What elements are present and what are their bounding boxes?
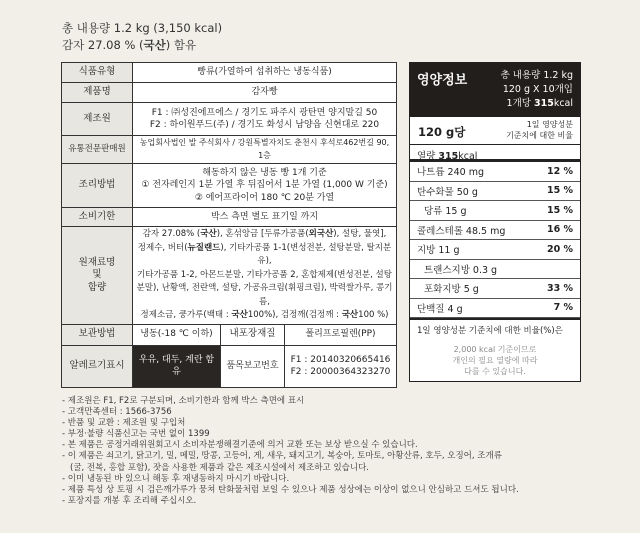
total-content-line: 총 내용량 1.2 kg (3,150 kcal) [62, 21, 223, 35]
nutrient-percent: 33 % [546, 282, 573, 294]
nutrition-header [410, 63, 580, 117]
nutrition-title: 영양정보 [417, 73, 468, 88]
nutrient-row [410, 221, 580, 241]
nutrition-facts-panel [409, 62, 581, 382]
calories-row: 열량 315kcal [410, 145, 580, 162]
product-name-label: 제품명 [62, 83, 133, 103]
cooking-value: 해동하지 않은 냉동 빵 1개 기준 ① 전자레인지 1분 가열 후 뒤집어서 1분 가열 (1,000 W 기준) ② 에어프라이어 180 ℃ 20분 가열 [133, 164, 397, 208]
nutrient-row [410, 279, 580, 299]
nutrient-name: 나트륨 240 mg [417, 167, 484, 179]
nutrient-name: 단백질 4 g [417, 303, 463, 315]
notice-item: - 제조원은 F1, F2로 구분되며, 소비기한과 함께 박스 측면에 표시 [62, 396, 305, 406]
storage-label: 보관방법 [62, 324, 133, 345]
notice-item: - 이미 냉동된 바 있으니 해동 후 재냉동하지 마시기 바랍니다. [62, 473, 290, 484]
manufacturer-value: F1 : ㈜성진에프에스 / 경기도 파주시 광탄면 양지말길 50 F2 : 하이원푸드(주) / 경기도 화성시 남양읍 신현대로 220 [133, 103, 397, 136]
notices-list [62, 396, 519, 507]
header [62, 20, 222, 54]
expiry-value: 박스 측면 별도 표기일 까지 [133, 208, 397, 227]
nutrition-meta: 총 내용량 1.2 kg 120 g X 10개입 1개당 315kcal [500, 70, 573, 109]
notice-item: - 이 제품은 쇠고기, 닭고기, 밀, 메밀, 땅콩, 고등어, 게, 새우, 돼지고기, 복숭아, 토마토, 아황산류, 호두, 오징어, 조개류 [62, 451, 502, 462]
notice-item: - 본 제품은 공정거래위원회고시 소비자분쟁해결기준에 의거 교환 또는 보상 받으실 수 있습니다. [62, 440, 418, 451]
food-type-value: 빵류(가열하여 섭취하는 냉동식품) [133, 63, 397, 83]
nutrient-percent: 12 % [546, 165, 573, 177]
daily-ratio-label: 1일 영양성분 기준치에 대한 비율 [506, 120, 573, 140]
distributor-value: 농업회사법인 발 주식회사 / 강원특별자치도 춘천시 후석로462번길 90, 1층 [133, 136, 397, 164]
report-number-label: 품목보고번호 [221, 345, 285, 387]
serving-amount-row [410, 117, 580, 145]
allergy-label: 알레르기표시 [62, 345, 133, 387]
ingredients-value: 감자 27.08% (국산), 혼섞앙금 [두류가공품(외국산), 설탕, 물엿], 정제수, 버터(뉴질랜드), 기타가공품 1-1(변성전분, 설탕분말, 탈지분유), 기타가공품 1-2, 아몬드분말, 기타가공품 2, 혼합제제(변성전분, 설탕 분말), 난황액, 전란액, 설탕, 가공유크림(휘핑크림), 박력쌀가루, 콩기름, 정제소금, 쿵가루(백태 : 국산100%), 검정깨(검정깨 : 국산100 %) [133, 227, 397, 325]
nutrition-footer: 1일 영양성분 기준치에 대한 비율(%)은 2,000 kcal 기준이므로 개인의 필요 열량에 따라 다를 수 있습니다. [410, 318, 580, 381]
nutrient-name: 지방 11 g [417, 245, 460, 257]
nutrient-row [410, 182, 580, 202]
notice-item: - 반품 및 교환 : 제조원 및 구입처 [62, 418, 186, 429]
nutrient-row [410, 201, 580, 221]
nutrient-name: 트랜스지방 0.3 g [424, 264, 498, 276]
notice-item: - 고객만족센터 : 1566-3756 [62, 407, 172, 418]
inner-packaging-value: 폴리프로필렌(PP) [285, 324, 397, 345]
ingredients-label: 원재료명 및 함량 [62, 227, 133, 325]
allergy-value: 우유, 대두, 계란 함유 [133, 345, 221, 387]
serving-amount: 120 g당 [418, 125, 466, 139]
potato-content-line: 감자 27.08 % (국산) 함유 [62, 38, 197, 52]
nutrient-percent: 16 % [546, 224, 573, 236]
notice-item: - 제품 특성 상 토핑 시 검은깨가루가 뭉쳐 탄화물처럼 보일 수 있으나 제품 성상에는 이상이 없으니 안심하고 드셔도 됩니다. [62, 484, 519, 495]
food-type-label: 식품유형 [62, 63, 133, 83]
nutrient-name: 콜레스테롤 48.5 mg [417, 225, 506, 237]
notice-item: - 포장지를 개봉 후 조리해 주십시오. [62, 495, 197, 506]
product-name-value: 감자빵 [133, 83, 397, 103]
notice-item: - 부정·불량 식품신고는 국번 없이 1399 [62, 429, 210, 440]
nutrient-row [410, 260, 580, 280]
nutrient-rows [410, 162, 580, 318]
nutrient-percent: 15 % [546, 185, 573, 197]
expiry-label: 소비기한 [62, 208, 133, 227]
nutrition-note: 2,000 kcal 기준이므로 개인의 필요 열량에 따라 다를 수 있습니다. [452, 345, 538, 376]
notice-item: (굴, 전복, 홍합 포함), 잣을 사용한 제품과 같은 제조시설에서 제조하고 있습니다. [70, 462, 370, 473]
inner-packaging-label: 내포장재질 [221, 324, 285, 345]
nutrient-percent: 20 % [546, 243, 573, 255]
cooking-label: 조리방법 [62, 164, 133, 208]
distributor-label: 유통전문판매원 [62, 136, 133, 164]
nutrient-percent: 7 % [553, 302, 573, 314]
storage-value: 냉동(-18 ℃ 이하) [133, 324, 221, 345]
nutrient-row [410, 162, 580, 182]
nutrient-name: 당류 15 g [424, 206, 467, 218]
nutrient-row [410, 299, 580, 319]
report-number-value: F1 : 20140320665416 F2 : 20000364323270 [285, 345, 397, 387]
manufacturer-label: 제조원 [62, 103, 133, 136]
nutrient-percent: 15 % [546, 204, 573, 216]
nutrient-name: 포화지방 5 g [424, 284, 479, 296]
nutrient-row [410, 240, 580, 260]
product-info-table [61, 62, 397, 388]
nutrient-name: 탄수화물 50 g [417, 186, 478, 198]
